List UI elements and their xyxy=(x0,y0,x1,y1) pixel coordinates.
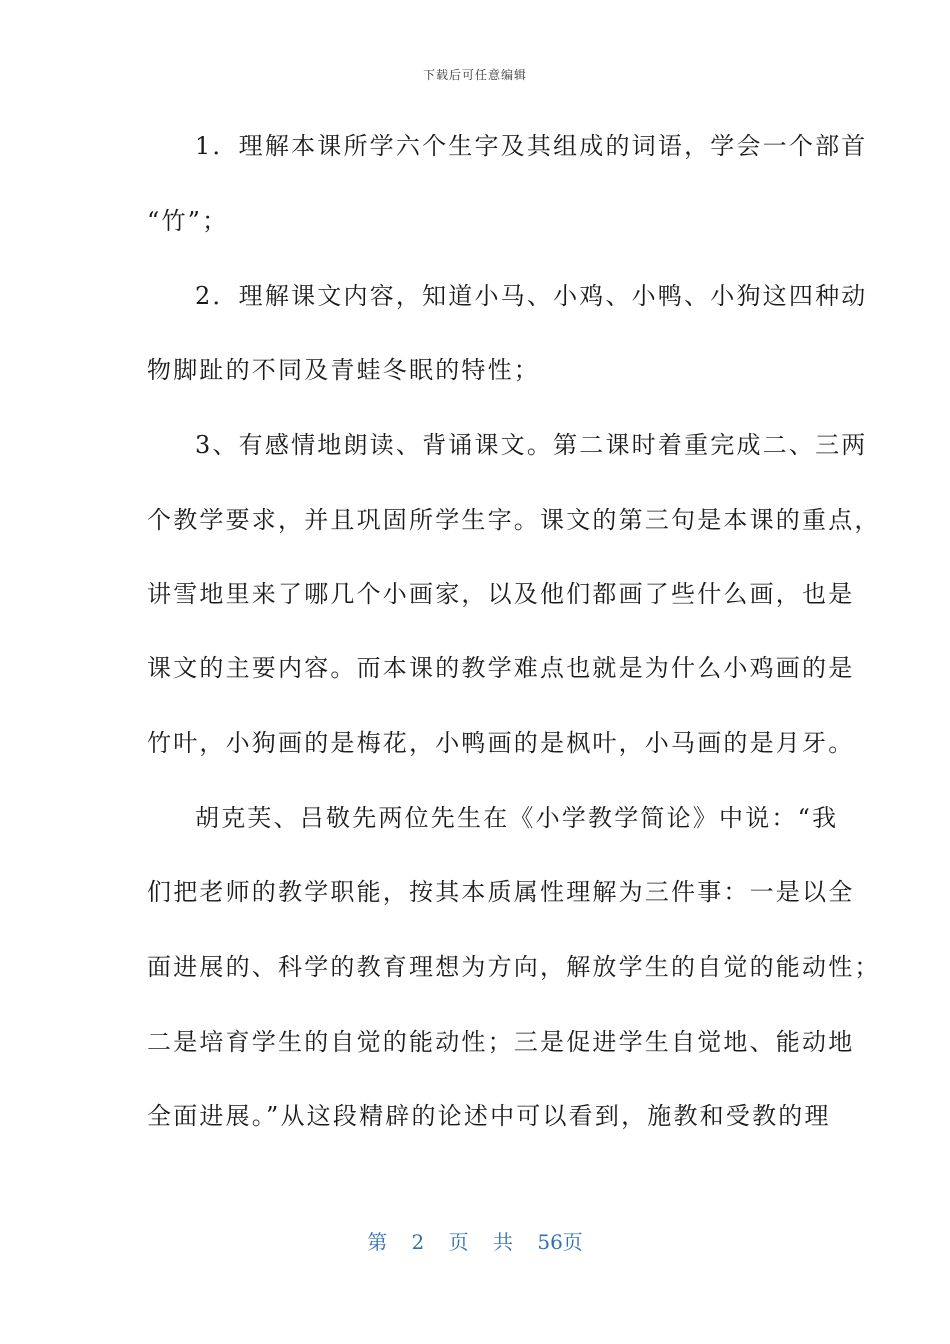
footer-total-pages: 56页 xyxy=(537,1230,583,1254)
footer-label-of: 页 xyxy=(448,1230,469,1254)
text-line-12: 面进展的、科学的教育理想为方向，解放学生的自觉的能动性； xyxy=(147,953,881,981)
text-line-7: 讲雪地里来了哪几个小画家，以及他们都画了些什么画，也是 xyxy=(147,580,855,608)
text-line-8: 课文的主要内容。而本课的教学难点也就是为什么小鸡画的是 xyxy=(147,654,855,682)
header-note: 下载后可任意编辑 xyxy=(422,68,527,82)
footer-label-page: 第 xyxy=(367,1230,388,1254)
text-line-3: 2．理解课文内容，知道小马、小鸡、小鸭、小狗这四种动 xyxy=(195,282,868,310)
text-line-4: 物脚趾的不同及青蛙冬眠的特性； xyxy=(147,356,540,384)
text-line-1: 1．理解本课所学六个生字及其组成的词语，学会一个部首 xyxy=(195,132,868,160)
text-line-5: 3、有感情地朗读、背诵课文。第二课时着重完成二、三两 xyxy=(195,431,868,459)
text-line-2: “竹”； xyxy=(147,207,229,235)
text-line-11: 们把老师的教学职能，按其本质属性理解为三件事：一是以全 xyxy=(147,878,855,906)
footer-current-page: 2 xyxy=(411,1230,425,1254)
page-footer xyxy=(0,1226,950,1255)
text-line-10: 胡克芙、吕敬先两位先生在《小学教学简论》中说：“我 xyxy=(195,804,839,832)
footer-label-total: 共 xyxy=(493,1230,513,1254)
text-line-14: 全面进展。”从这段精辟的论述中可以看到，施教和受教的理 xyxy=(147,1102,831,1130)
text-line-6: 个教学要求，并且巩固所学生字。课文的第三句是本课的重点， xyxy=(147,506,881,534)
text-line-9: 竹叶，小狗画的是梅花，小鸭画的是枫叶，小马画的是月牙。 xyxy=(147,729,855,757)
text-line-13: 二是培育学生的自觉的能动性；三是促进学生自觉地、能动地 xyxy=(147,1028,855,1056)
